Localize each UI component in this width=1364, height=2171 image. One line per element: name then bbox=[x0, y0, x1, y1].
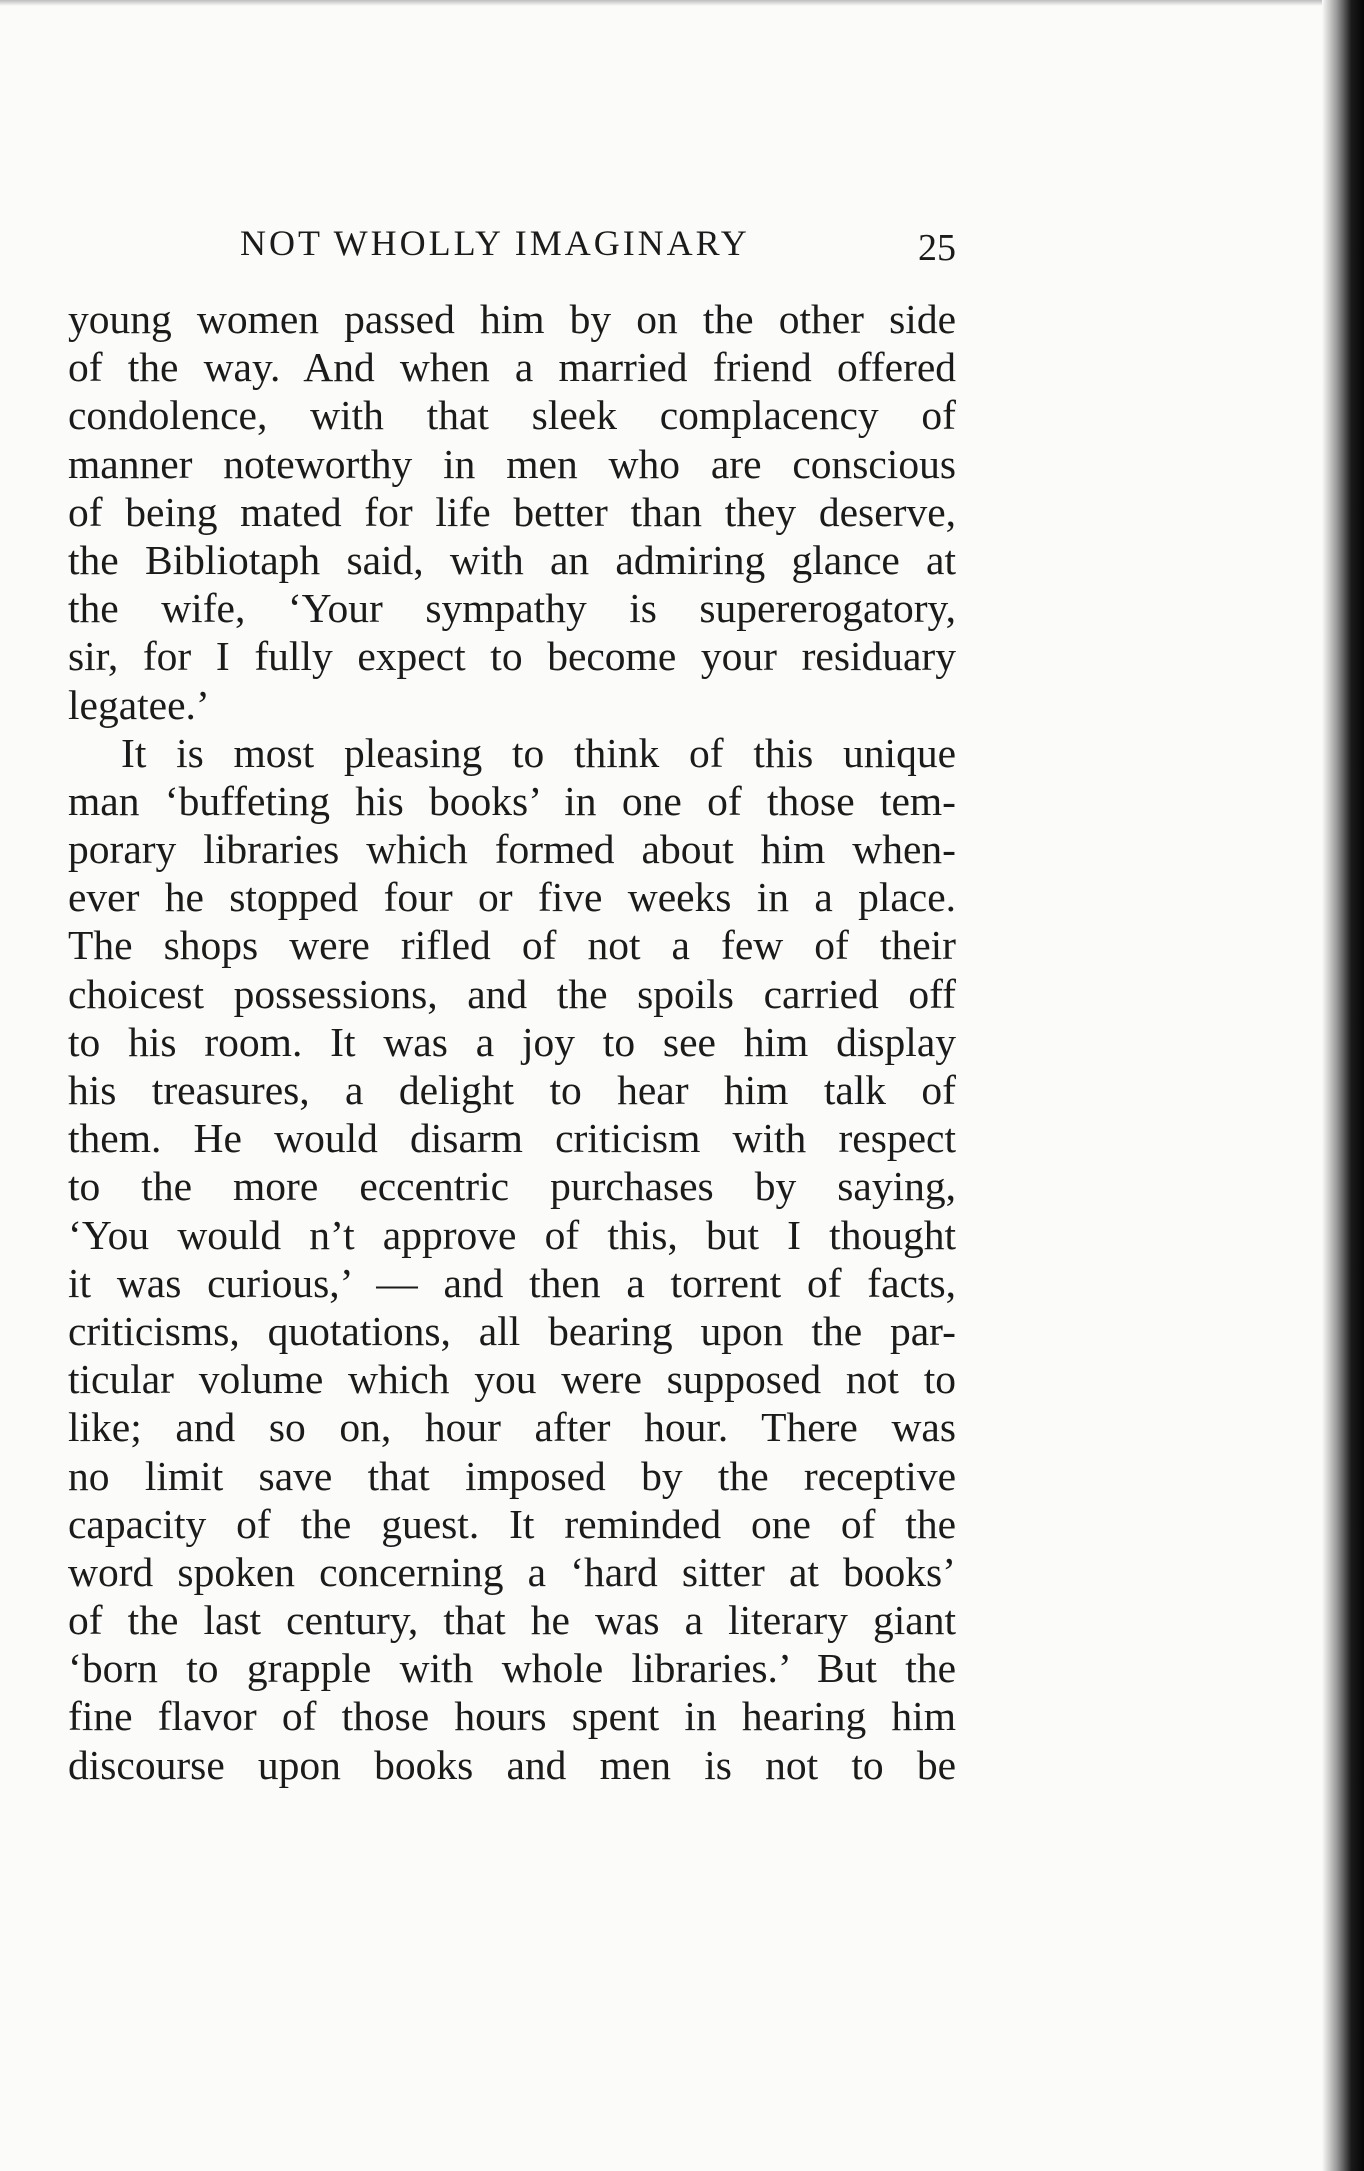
text-line: to the more eccentric purchases by saying, bbox=[68, 1163, 956, 1210]
text-line: it was curious,’ — and then a torrent of facts, bbox=[68, 1259, 956, 1306]
text-line: the Bibliotaph said, with an admiring glance at bbox=[68, 536, 956, 583]
text-line: young women passed him by on the other side bbox=[68, 296, 956, 342]
text-line: The shops were rifled of not a few of their bbox=[68, 922, 956, 969]
text-line: sir, for I fully expect to become your residuary bbox=[68, 633, 956, 680]
page-top-edge bbox=[0, 0, 1364, 6]
text-line: of the way. And when a married friend offered bbox=[68, 344, 956, 391]
text-line: choicest possessions, and the spoils carried off bbox=[68, 970, 956, 1017]
text-line: his treasures, a delight to hear him talk of bbox=[68, 1067, 956, 1113]
text-line: them. He would disarm criticism with respect bbox=[68, 1115, 956, 1162]
text-line: capacity of the guest. It reminded one of the bbox=[68, 1500, 956, 1547]
text-line: of the last century, that he was a literary giant bbox=[68, 1597, 956, 1644]
text-line: ticular volume which you were supposed not to bbox=[68, 1356, 956, 1403]
text-line: criticisms, quotations, all bearing upon the par- bbox=[68, 1307, 956, 1354]
text-line: porary libraries which formed about him when- bbox=[68, 826, 956, 873]
text-line: man ‘buffeting his books’ in one of those tem- bbox=[68, 777, 956, 824]
text-line: condolence, with that sleek complacency of bbox=[68, 392, 956, 439]
text-line: ever he stopped four or five weeks in a place. bbox=[68, 874, 956, 921]
page-number: 25 bbox=[918, 227, 956, 269]
text-line: like; and so on, hour after hour. There was bbox=[68, 1404, 956, 1451]
text-line: fine flavor of those hours spent in hearing him bbox=[68, 1693, 956, 1740]
text-line: manner noteworthy in men who are conscious bbox=[68, 440, 956, 487]
text-line-paragraph-end: legatee.’ bbox=[68, 681, 210, 728]
body-text bbox=[68, 295, 956, 1789]
text-line: to his room. It was a joy to see him display bbox=[68, 1018, 956, 1065]
page-binding-edge bbox=[1322, 0, 1364, 2171]
text-line: ‘born to grapple with whole libraries.’ But the bbox=[68, 1645, 956, 1692]
text-line: the wife, ‘Your sympathy is supererogatory, bbox=[68, 585, 956, 632]
text-line: word spoken concerning a ‘hard sitter at books’ bbox=[68, 1548, 956, 1595]
text-line-paragraph-start: It is most pleasing to think of this unique bbox=[121, 729, 956, 776]
running-head: NOT WHOLLY IMAGINARY bbox=[240, 223, 750, 263]
page-header bbox=[68, 222, 956, 269]
text-line: discourse upon books and men is not to be bbox=[68, 1741, 956, 1788]
text-line: of being mated for life better than they deserve, bbox=[68, 488, 956, 535]
text-line: ‘You would n’t approve of this, but I thought bbox=[68, 1211, 956, 1258]
text-line: no limit save that imposed by the receptive bbox=[68, 1452, 956, 1499]
